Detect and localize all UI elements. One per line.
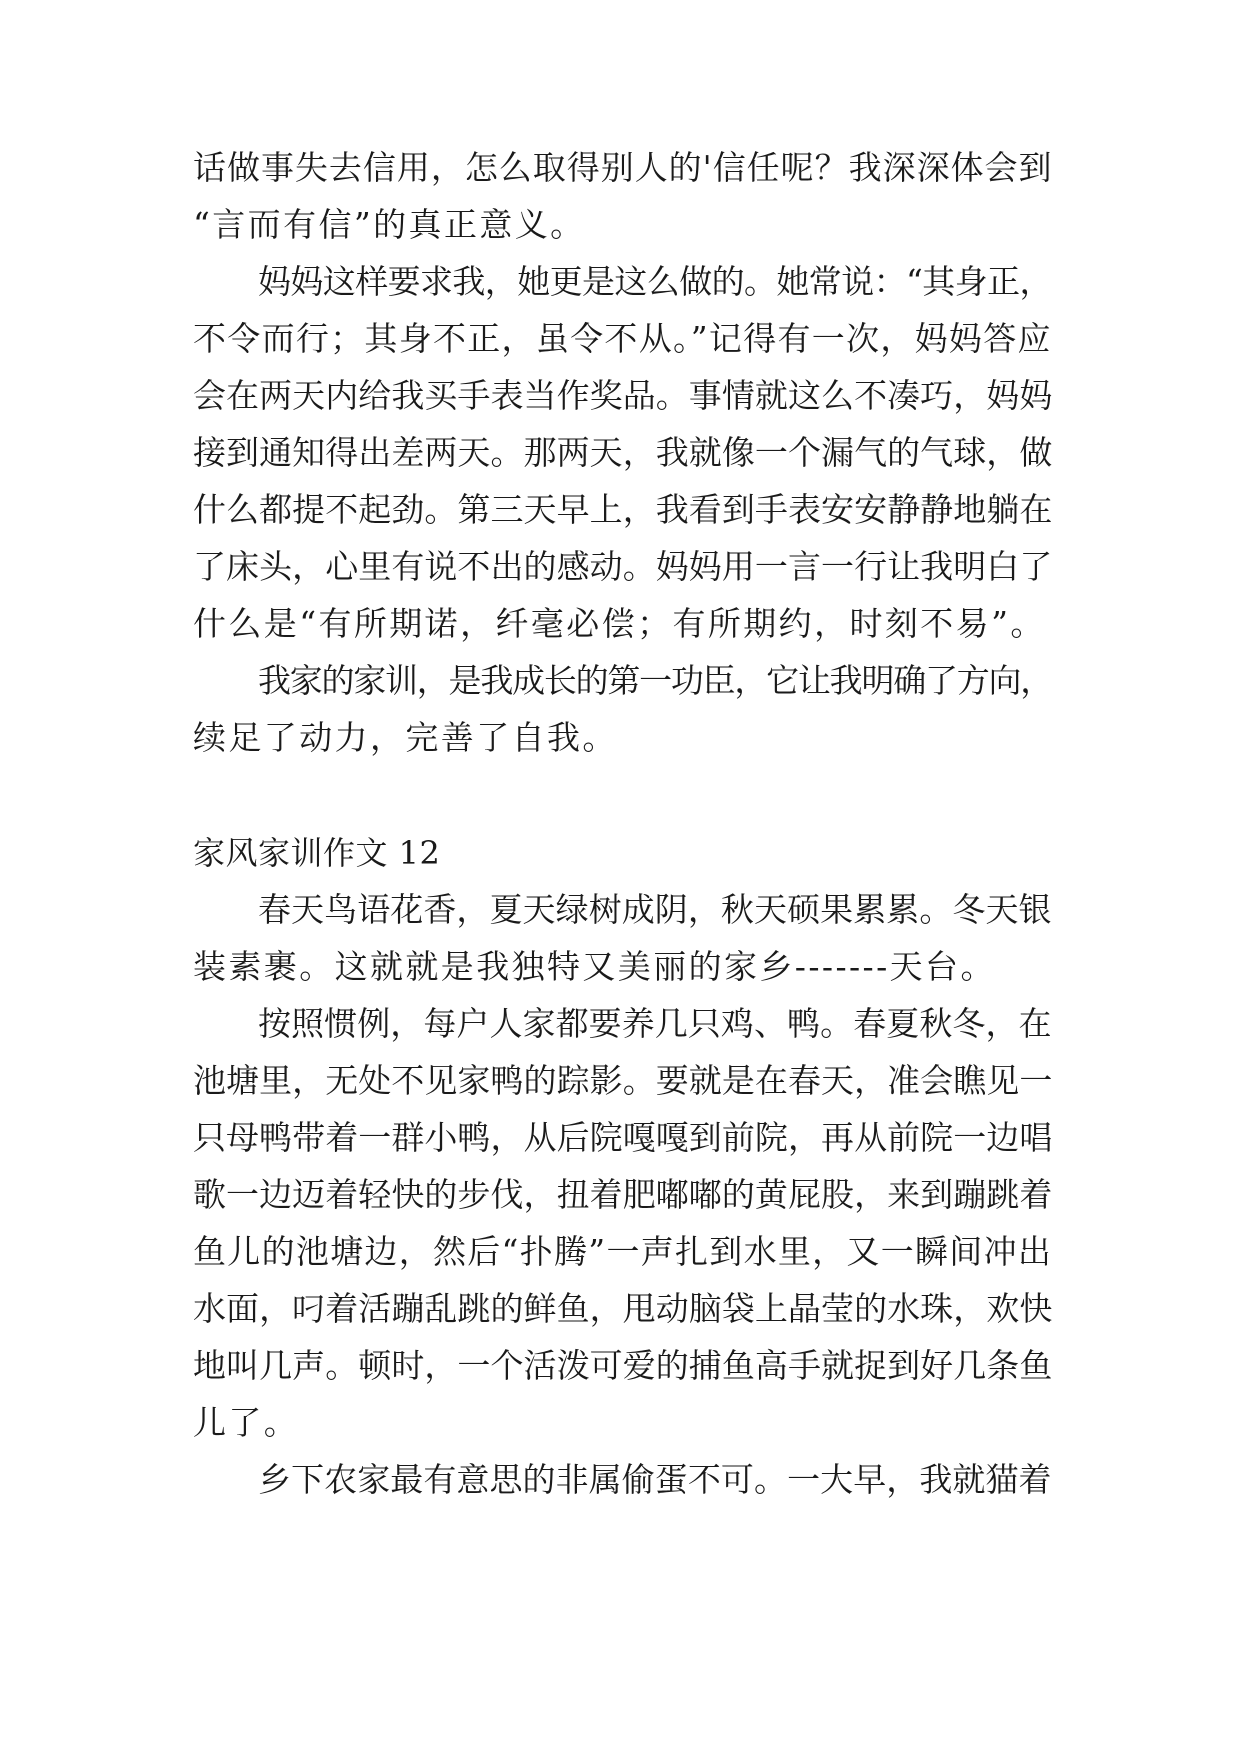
text-line-11: 续足了动力，完善了自我。 <box>193 718 618 757</box>
text-line-1: 话做事失去信用，怎么取得别人的'信任呢？我深深体会到 <box>193 148 1053 187</box>
paragraph-start-line: 按照惯例，每户人家都要养几只鸡、鸭。春夏秋冬，在 <box>258 1004 1052 1043</box>
text-line-5: 会在两天内给我买手表当作奖品。事情就这么不凑巧，妈妈 <box>193 376 1053 415</box>
text-line-21: 地叫几声。顿时，一个活泼可爱的捕鱼高手就捉到好几条鱼 <box>193 1346 1053 1385</box>
text-line-18: 歌一边迈着轻快的步伐，扭着肥嘟嘟的黄屁股，来到蹦跳着 <box>193 1175 1053 1214</box>
text-line-22: 儿了。 <box>193 1403 300 1442</box>
text-line-19: 鱼儿的池塘边，然后“扑腾”一声扎到水里，又一瞬间冲出 <box>193 1232 1053 1271</box>
text-line-17: 只母鸭带着一群小鸭，从后院嘎嘎到前院，再从前院一边唱 <box>193 1118 1053 1157</box>
text-line-2: “言而有信”的真正意义。 <box>193 205 586 244</box>
text-line-16: 池塘里，无处不见家鸭的踪影。要就是在春天，准会瞧见一 <box>193 1061 1053 1100</box>
text-line-14: 装素裹。这就就是我独特又美丽的家乡-------天台。 <box>193 947 996 986</box>
paragraph-start-line: 春天鸟语花香，夏天绿树成阴，秋天硕果累累。冬天银 <box>258 890 1052 929</box>
paragraph-start-line: 妈妈这样要求我，她更是这么做的。她常说：“其身正， <box>258 262 1052 301</box>
text-line-6: 接到通知得出差两天。那两天，我就像一个漏气的气球，做 <box>193 433 1053 472</box>
text-line-9: 什么是“有所期诺，纤毫必偿；有所期约，时刻不易”。 <box>193 604 1046 643</box>
section-title: 家风家训作文 12 <box>193 834 441 872</box>
text-line-4: 不令而行；其身不正，虽令不从。”记得有一次，妈妈答应 <box>193 319 1052 358</box>
text-line-8: 了床头，心里有说不出的感动。妈妈用一言一行让我明白了 <box>193 547 1053 586</box>
paragraph-start-line: 乡下农家最有意思的非属偷蛋不可。一大早，我就猫着 <box>258 1460 1052 1499</box>
paragraph-start-line: 我家的家训，是我成长的第一功臣，它让我明确了方向， <box>258 661 1053 700</box>
text-line-20: 水面，叼着活蹦乱跳的鲜鱼，甩动脑袋上晶莹的水珠，欢快 <box>193 1289 1053 1328</box>
text-line-7: 什么都提不起劲。第三天早上，我看到手表安安静静地躺在 <box>193 490 1053 529</box>
